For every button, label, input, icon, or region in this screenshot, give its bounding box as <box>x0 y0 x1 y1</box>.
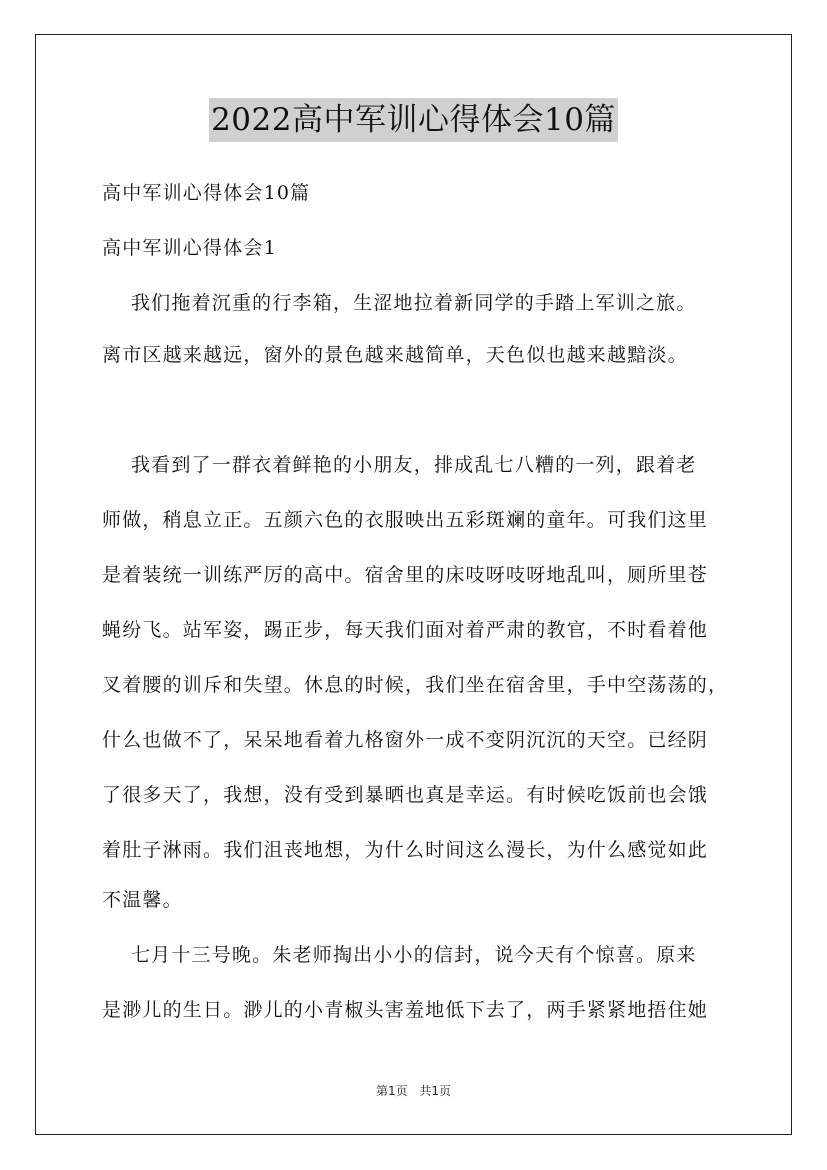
page-number: 第1页 <box>375 1084 408 1098</box>
paragraph-line: 我们拖着沉重的行李箱，生涩地拉着新同学的手踏上军训之旅。 <box>102 292 697 314</box>
paragraph-line: 我看到了一群衣着鲜艳的小朋友，排成乱七八糟的一列，跟着老 <box>102 454 697 476</box>
title-container <box>0 98 827 142</box>
document-subtitle: 高中军训心得体会10篇 <box>102 182 311 204</box>
page-footer <box>0 1082 827 1099</box>
paragraph-line: 什么也做不了，呆呆地看着九格窗外一成不变阴沉沉的天空。已经阴 <box>102 729 709 751</box>
paragraph-line: 是渺儿的生日。渺儿的小青椒头害羞地低下去了，两手紧紧地捂住她 <box>102 999 709 1021</box>
paragraph-line: 离市区越来越远，窗外的景色越来越简单，天色似也越来越黯淡。 <box>102 344 688 366</box>
paragraph-line: 蝇纷飞。站军姿，踢正步，每天我们面对着严肃的教官，不时看着他 <box>102 619 709 641</box>
paragraph-line: 着肚子淋雨。我们沮丧地想，为什么时间这么漫长，为什么感觉如此 <box>102 839 709 861</box>
document-title: 2022高中军训心得体会10篇 <box>209 98 618 142</box>
paragraph-line: 七月十三号晚。朱老师掏出小小的信封，说今天有个惊喜。原来 <box>102 944 697 966</box>
paragraph-line: 叉着腰的训斥和失望。休息的时候，我们坐在宿舍里，手中空荡荡的， <box>102 674 729 696</box>
paragraph-line: 了很多天了，我想，没有受到暴晒也真是幸运。有时候吃饭前也会饿 <box>102 784 709 806</box>
section-heading: 高中军训心得体会1 <box>102 237 277 259</box>
paragraph-line: 是着装统一训练严厉的高中。宿舍里的床吱呀吱呀地乱叫，厕所里苍 <box>102 564 709 586</box>
page-total: 共1页 <box>419 1084 452 1098</box>
paragraph-line: 不温馨。 <box>102 889 183 911</box>
paragraph-line: 师做，稍息立正。五颜六色的衣服映出五彩斑斓的童年。可我们这里 <box>102 509 709 531</box>
